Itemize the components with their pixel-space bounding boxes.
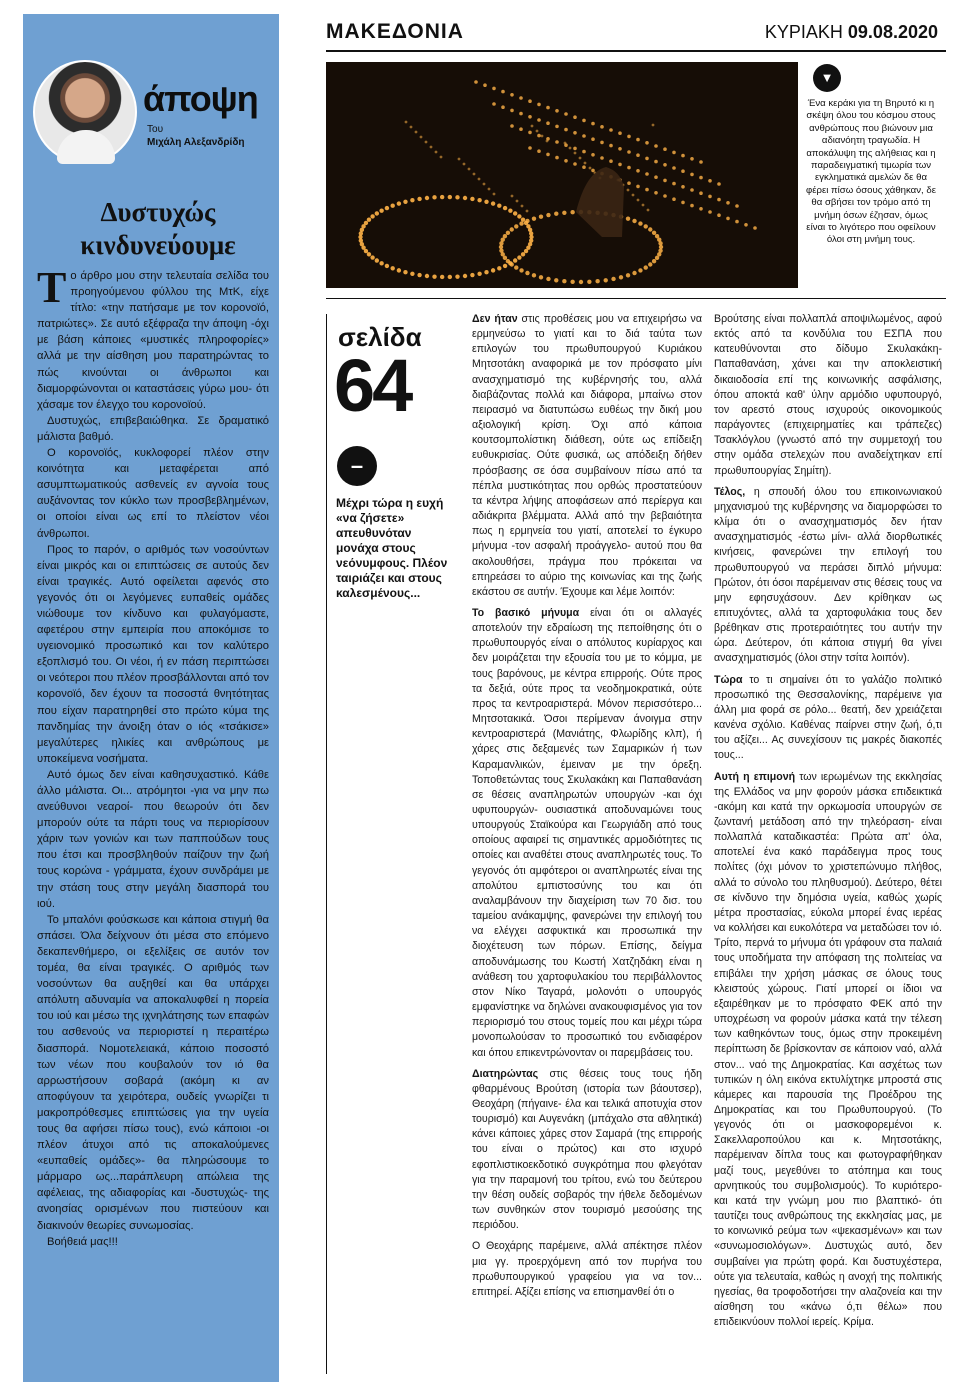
candle-light [458, 158, 461, 161]
candle-light [536, 130, 539, 133]
opinion-paragraph: Αυτό όμως δεν είναι καθησυχαστικό. Κάθε άλλο μάλιστα. Οι... ατρόμητοι -για να μην πω ανεύθυνοι νεαροί- που θεωρούν ότι δεν μπορούν ούτε τα πάρτι τους να περιορίσουν χάριν των γονιών και των παππούδων τους που έτσι και προσβληθούν παίζουν την ζωή τους κορώνα - γράμματα, έχουν συνδράμει με την στάση τους στην μεγάλη διασπορά του ιού. [37, 768, 269, 910]
article-paragraph: Αυτή η επιμονή των ιερωμένων της εκκλησίας της Ελλάδος να μην φορούν μάσκα επιδεικτικά -ακόμη και κατά την ορκωμοσία υπουργών σε ζωντανή μετάδοση από την τηλεόραση- είναι πολλαπλά καταδικαστέα: Πρώτα απ' όλα, αποτελεί ένα κακό παράδειγμα προς τους πολίτες (όχι μόνον το χριστεπώνυμο πλήθος, αλλά το σύνολο του πληθυσμού). Δεύτερο, θέτει σε κίνδυνο την δημόσια υγεία, καθώς χωρίς μέτρα προστασίας, εύκολα μπορεί ένας ιερέας να κολλήσει και ευκολότερα να μεταδώσει τον ιό. Τρίτο, περνά το μήνυμα ότι γράφουν στα παλαιά τους υποδήματα την απόφαση της πολιτείας να επιβάλει την χρήση μάσκας σε όλους τους κλειστούς χώρους. Γιατί μπορεί οι ίδιοι να εξαιρέθηκαν με το πρόσφατο ΦΕΚ από την υποχρέωση να φορούν μάσκα κατά την τέλεση των καθηκόντων τους, όμως στην προκειμένη περίπτωση δε βρίσκονταν σε κάποιον ναό, αλλά στον... ναό της Δημοκρατίας. Και ασχέτως των τυπικών η όλη εικόνα εκτυλίχτηκε μπροστά στις κάμερες και παρουσία της Προέδρου της Δημοκρατίας και του Πρωθυπουργού. (Το γεγονός ότι οι μασκοφορεμένοι κ. Σακελλαροπούλου και κ. Μητσοτάκης, παρέμειναν δίπλα τους και φωτογραφήθηκαν μαζί τους, μεγεθύνει το ατόπημα και τους αρνητικούς του συμβολισμούς). Το κυριότερο- και κατά την γνώμη μου πιο βλαπτικό- ότι ταυτίζει τους ανθρώπους της εκκλησίας μας, με το κοινωνικό ρεύμα των «ψεκασμένων» και των «συνωμοσιολόγων». Δυστυχώς αυτό, δεν συμβαίνει για πρώτη φορά. Και δυστυχέστερα, ούτε για τελευταία, καθώς η ανοχή της πολιτικής ηγεσίας, θα τροφοδοτήσει την αλαζονεία και την αίσθηση του «κάνω ό,τι θέλω» που επιδεικνύουν πολλοί ιερείς. Κρίμα. [714, 770, 942, 1329]
candle-light [510, 109, 514, 113]
candle-light [726, 201, 730, 205]
candle-light [510, 262, 514, 266]
candle-light [573, 131, 577, 135]
candle-light [609, 144, 613, 148]
candle-light [478, 178, 481, 181]
candle-light [488, 188, 491, 191]
candle-light [654, 191, 658, 195]
candle-light [403, 270, 407, 274]
candle-light [531, 125, 534, 128]
candle-light [681, 154, 685, 158]
candle-light [564, 142, 567, 145]
candle-light [537, 134, 541, 138]
candle-light [611, 277, 615, 281]
candle-light [699, 207, 703, 211]
candle-light [497, 204, 501, 208]
candle-light [582, 150, 586, 154]
candle-light [390, 204, 394, 208]
candle-light [463, 274, 467, 278]
candle-light [626, 216, 630, 220]
candle-light [636, 169, 640, 173]
candle-light [644, 265, 648, 269]
candle-light [477, 198, 481, 202]
candle-light [644, 224, 648, 228]
candle-light [506, 231, 510, 235]
candle-light [405, 121, 408, 124]
candle-light [529, 231, 533, 235]
candle-light [632, 219, 636, 223]
issue-date [700, 22, 938, 43]
candle-light [455, 195, 459, 199]
opinion-column [23, 14, 279, 1382]
candle-light [672, 166, 676, 170]
candle-light [528, 131, 532, 135]
candle-light [645, 188, 649, 192]
candle-light [663, 194, 667, 198]
candle-light [510, 93, 514, 97]
candle-light [537, 118, 541, 122]
candle-light [654, 160, 658, 164]
candle-light [425, 196, 429, 200]
candle-light [492, 102, 496, 106]
drop-cap: Τ [37, 263, 67, 312]
article-paragraph: Το βασικό μήνυμα είναι ότι οι αλλαγές αποτελούν την εδραίωση της πεποίθησης ότι ο πρωθυπουργός είναι ο απόλυτος κυρίαρχος και δεν μοιράζεται την εξουσία του με το κόμμα, με τους βαρόνους, με κέντρα επιρροής. Ούτε προς τα δεξιά, ούτε προς τα νεοδημοκρατικά, ούτε προς τα κεντροαριστερά. Μόνον περισσότερο... Μητσοτακικά. Όσοι περίμεναν άνοιγμα στην κεντροαριστερά (Μανιάτης, Φλωρίδης κλπ), ή χάρες στις δεξαμενές των Σαμαρικών ή των Καραμανλικών, έμειναν με την όρεξη. Τοποθετώντας τους Σκυλακάκη και Παπαθανάση σε θέσεις αναπληρωτών υπουργών -και όχι υφυπουργών- ουσιαστικά αποδυναμώνει τους υπουργούς Σταϊκούρα και Γεωργιάδη από τους οποίους αφαιρεί τις σημαντικές αρμοδιότητες τις οποίες και αναθέτει στους αναπληρωτές τους. Το γεγονός ότι αμφότεροι οι αναπληρωτές είναι της απολύτου εμπιστοσύνης του και ότι αναλαμβάνουν την διαχείριση των 70 δισ. του ταμείου ανάκαμψης, φανερώνει την επιλογή του να ελέγχει ασφυκτικά και προσωπικά την διοχέτευση των πόρων. Επίσης, δείγμα αποδυνάμωσης του Κωστή Χατζηδάκη είναι η ανάθεση του χαρτοφυλακίου του περιβάλλοντος στον Νίκο Ταγαρά, μολονότι ο υπουργός εμφανίστηκε να δηλώνει ανακουφισμένος για τον περιορισμό του στους τομείς που και μέχρι τώρα μονοπωλούσαν το προσωπικό του ενδιαφέρον και όπου επικεντρώνονταν οι παρεμβάσεις του. [472, 606, 702, 1059]
candle-light [690, 157, 694, 161]
candle-light [627, 181, 631, 185]
candle-light [600, 125, 604, 129]
candle-light [539, 275, 543, 279]
candle-light [519, 127, 523, 131]
candle-light [645, 172, 649, 176]
candle-light [555, 109, 559, 113]
candle-light [417, 197, 421, 201]
article-column-2 [714, 312, 942, 1336]
candle-light [367, 217, 371, 221]
candle-light [564, 159, 568, 163]
candle-light [591, 169, 595, 173]
candle-light [375, 211, 379, 215]
candle-light [632, 194, 635, 197]
candle-light [379, 208, 383, 212]
candle-light [582, 119, 586, 123]
candle-light [546, 140, 549, 143]
candle-light [564, 128, 568, 132]
candle-light [517, 214, 521, 218]
candle-light [440, 195, 444, 199]
article-paragraph: Τέλος, η σπουδή όλου του επικοινωνιακού μηχανισμού της κυβέρνησης να διαμορφώσει το κλίμα ότι ο ανασχηματισμός δεν ήταν ανασχηματισμός -έστω μίνι- αλλά διορθωτικές κινήσεις, φανερώνει την επιλογή του πρωθυπουργού να περάσει διπλό μήνυμα: Πρώτον, ότι όσοι παρέμειναν στις θέσεις τους να μην εφησυχάσουν. Δεν κρίθηκαν ως επιτυχόντες, αλλά τα χαρτοφυλάκια τους δεν βρέθηκαν στις προτεραιότητες του αυτήν την ώρα. Δεύτερον, ότι κάποια στιγμή θα γίνει ανασχηματισμός (όλοι στην τσίτα λοιπόν). [714, 485, 942, 665]
candle-light [555, 156, 559, 160]
candle-light [647, 209, 650, 212]
header-rule [326, 50, 946, 52]
candle-light [595, 279, 599, 283]
candle-light [648, 227, 652, 231]
candle-light [632, 271, 636, 275]
candle-light [690, 173, 694, 177]
candle-light [638, 268, 642, 272]
candle-light [681, 185, 685, 189]
candle-light [432, 195, 436, 199]
candle-light [440, 275, 444, 279]
candle-light [532, 273, 536, 277]
candle-light [519, 221, 523, 225]
candle-light [410, 126, 413, 129]
candle-light [410, 198, 414, 202]
candle-light [636, 153, 640, 157]
candle-light [484, 200, 488, 204]
candle-light [589, 167, 592, 170]
candle-light [636, 138, 640, 142]
candle-light [385, 206, 389, 210]
candle-light [627, 135, 631, 139]
candle-light [562, 211, 566, 215]
candle-light [562, 279, 566, 283]
candle-light [672, 182, 676, 186]
opinion-body [37, 263, 269, 1250]
candle-light [510, 227, 514, 231]
candle-light [655, 256, 659, 260]
candle-light [397, 201, 401, 205]
candle-light [708, 179, 712, 183]
candle-light [506, 259, 510, 263]
candle-light [717, 198, 721, 202]
candle-light [546, 106, 550, 110]
candle-light [493, 193, 496, 196]
candle-light [483, 183, 486, 186]
candle-light [604, 278, 608, 282]
candle-light [526, 210, 529, 213]
candle-light [463, 163, 466, 166]
candle-light [564, 112, 568, 116]
candle-light [654, 175, 658, 179]
candle-light [546, 213, 550, 217]
issue-date-value: 09.08.2020 [847, 22, 938, 42]
candle-light [491, 201, 495, 205]
candle-light [708, 210, 712, 214]
candle-light [587, 280, 591, 284]
candle-light [417, 273, 421, 277]
candle-light [425, 274, 429, 278]
section-name: ΜΑΚΕΔΟΝΙΑ [326, 20, 464, 43]
candle-light [627, 189, 630, 192]
candle-light [425, 141, 428, 144]
candle-light [663, 179, 667, 183]
candle-light [726, 217, 730, 221]
candle-light [435, 151, 438, 154]
candle-light [501, 105, 505, 109]
candle-light [609, 159, 613, 163]
candle-light [375, 258, 379, 262]
author-prefix: Του [147, 124, 164, 135]
photo-rule [326, 298, 946, 299]
candle-light [717, 213, 721, 217]
candle-light [663, 147, 667, 151]
candle-light [508, 208, 512, 212]
candle-light [492, 87, 496, 91]
article-paragraph: Ο Θεοχάρης παρέμεινε, αλλά απέκτησε πλέον μια γγ. προερχόμενη από τον πυρήνα του πρωθυπουργικού γραφείου για να τον... επιτηρεί. Αξίζει επίσης να επισημανθεί ότι ο [472, 1240, 702, 1298]
opinion-paragraph: Το άρθρο μου στην τελευταία σελίδα του προηγούμενου φύλλου της ΜτΚ, είχε τίτλο: «την πατήσαμε με τον κορονοϊό, πατριώτες». Σε αυτό εξέφραζα την άποψη -όχι με βάση κάποιες «μυστικές πληροφορίες» αλλά με την αίσθηση μου παρατηρώντας το πώς κινούνται οι άνθρωποι και διαμορφώνονται οι καταστάσεις γύρω μου- ότι χάσαμε τον έλεγχο του κορονοϊού. [37, 263, 269, 411]
candle-light [511, 195, 514, 198]
candle-light [600, 141, 604, 145]
candle-light [403, 200, 407, 204]
candle-light [554, 212, 558, 216]
candle-light [554, 278, 558, 282]
candle-light [528, 115, 532, 119]
candle-light [470, 197, 474, 201]
candle-light [513, 211, 517, 215]
candle-light [699, 160, 703, 164]
candle-light [555, 140, 559, 144]
candle-light [600, 156, 604, 160]
candle-light [681, 201, 685, 205]
candle-light [648, 262, 652, 266]
candle-light [455, 274, 459, 278]
candles-photo [326, 62, 798, 288]
down-triangle-icon: ▼ [813, 64, 841, 92]
candle-light [503, 206, 507, 210]
candle-light [524, 249, 528, 253]
promo-text: Μέχρι τώρα η ευχή «να ζήσετε» απευθυνόταν μονάχα στους νεόνυμφους. Πλέον ταιριάζει και στους καλεσμένους... [336, 496, 448, 600]
candle-light [510, 124, 514, 128]
candle-light [569, 147, 572, 150]
candle-light [367, 252, 371, 256]
candle-light [385, 264, 389, 268]
candle-light [681, 169, 685, 173]
candle-light [470, 273, 474, 277]
opinion-title: Δυστυχώς κινδυνεύουμε [80, 197, 236, 260]
candle-light [645, 157, 649, 161]
candle-light [573, 115, 577, 119]
candle-light [525, 271, 529, 275]
candle-light [468, 168, 471, 171]
kneeling-person [576, 167, 624, 237]
candle-light [690, 188, 694, 192]
candle-light [528, 146, 532, 150]
candle-light [364, 221, 368, 225]
opinion-paragraph: Δυστυχώς, επιβεβαιώθηκα. Σε δραματικό μάλιστα βαθμό. [37, 414, 269, 443]
candle-light [463, 196, 467, 200]
candle-light [699, 191, 703, 195]
article-paragraph: Δεν ήταν στις προθέσεις μου να επιχειρήσω να ερμηνεύσω το γιατί και το διά ταύτα των επιλογών του πρωθυπουργού Κυριάκου Μητσοτάκη αναφορικά με τον πρόσφατο μίνι ανασχηματισμό της κυβέρνησής του, αλλά διαβάζοντας πολλά και διάφορα, μπαίνω στον πειρασμό να διατυπώσω ευθέως την δική μου αξιολογική κρίση. Όχι από κάποια κουτσομπολίστικη διάθεση, ούτε ως επίδειξη ευθυκρισίας. Ούτε φυσικά, ως απόδειξη δήθεν πρόσβασης σε όσα συμβαίνουν πίσω από τα πέπλα μυστικότητας που ορθώς προστατεύουν τα κέντρα λήψης αποφάσεων από περίεργα και αδιάκριτα βλέμματα. Αλλά από την βεβαιότητα πως η ερμηνεία του γιατί, αποτελεί το έγκυρο μήνυμα -τον ασφαλή προάγγελο- αυτού που θα ακολουθήσει, πράγμα που πρόκειται να επηρεάσει το αύριο της κοινωνίας και της ζωής εκάστου σε αυτήν. Έχουμε και λέμε λοιπόν: [472, 313, 702, 598]
candle-light [663, 163, 667, 167]
photo-caption: Ένα κεράκι για τη Βηρυτό κι η σκέψη όλου του κόσμου στους ανθρώπους που βιώνουν μια αδιανόητη τραγωδία. Η αποκάλυψη της αλήθειας και η παραδειγματική τιμωρία των εγκληματικά αμελών δε θα φέρει πίσω όσους χάθηκαν, δε θα σβήσει τον τρόμο από τη μνήμη όσων έζησαν, όμως είναι το λιγότερο που οφείλουν όλοι στη μνήμη τους. [806, 98, 936, 246]
opinion-label: άποψη [143, 78, 258, 119]
candle-light [753, 226, 757, 230]
candle-light [517, 255, 521, 259]
candle-light [672, 197, 676, 201]
candle-light [638, 221, 642, 225]
candle-light [420, 136, 423, 139]
article-column-1 [472, 312, 702, 1306]
candle-light [528, 99, 532, 103]
candle-light [503, 234, 507, 238]
candle-light [627, 166, 631, 170]
candle-light [546, 153, 550, 157]
candle-light [618, 163, 622, 167]
candle-light [618, 131, 622, 135]
candle-light [448, 195, 452, 199]
candle-light [537, 149, 541, 153]
candle-light [514, 265, 518, 269]
candle-light [672, 151, 676, 155]
candle-light [497, 266, 501, 270]
candle-light [519, 96, 523, 100]
candle-light [652, 124, 655, 127]
candle-light [717, 182, 721, 186]
candle-light [645, 141, 649, 145]
candle-light [473, 173, 476, 176]
candle-light [501, 90, 505, 94]
candle-light [519, 112, 523, 116]
candle-light [474, 80, 478, 84]
candle-light [546, 121, 550, 125]
candle-light [397, 268, 401, 272]
candle-light [546, 277, 550, 281]
candle-light [735, 220, 739, 224]
candle-light [532, 216, 536, 220]
candle-light [636, 185, 640, 189]
candle-light [555, 125, 559, 129]
candle-light [573, 162, 577, 166]
candle-light [432, 274, 436, 278]
article-paragraph: Διατηρώντας στις θέσεις τους τους ήδη φθαρμένους Βρούτση (ιστορία των βάουτσερ), Θεοχάρη (πήγαινε- έλα και τελικά αποτυχία στον τουρισμό) και Αυγενάκη (μπάχαλο στα αθλητικά) κάνει κάποιες χάρες στον Σαμαρά (της επιρροής του είναι ο πρώτος) και στο ισχυρό εφοπλιστικοεκδοτικό συγκρότημα που φλεγόταν για την παραμονή του τρίτου, ενώ του δεύτερου την θέση ουδείς σοβαρός την ήθελε δεδομένων των συνθηκών στον τουρισμό μεσούσης της περιόδου. [472, 1067, 702, 1232]
candle-light [582, 134, 586, 138]
candle-light [652, 259, 656, 263]
candle-light [744, 223, 748, 227]
candle-light [541, 135, 544, 138]
candle-light [627, 150, 631, 154]
candle-light [626, 273, 630, 277]
candle-light [654, 144, 658, 148]
promo-page-number: 64 [334, 344, 411, 427]
candle-light [410, 272, 414, 276]
candle-light [735, 204, 739, 208]
candle-light [619, 275, 623, 279]
candle-light [516, 200, 519, 203]
candle-light [477, 272, 481, 276]
candle-light [484, 270, 488, 274]
candle-light [591, 137, 595, 141]
column-rule [326, 314, 327, 1374]
candle-light [390, 266, 394, 270]
candle-light [415, 131, 418, 134]
opinion-paragraph: Βοήθειά μας!!! [47, 1235, 118, 1248]
candle-light [584, 162, 587, 165]
issue-day: ΚΥΡΙΑΚΗ [764, 22, 843, 42]
candle-light [519, 268, 523, 272]
minus-icon: – [337, 446, 377, 486]
candle-light [521, 252, 525, 256]
candle-light [537, 103, 541, 107]
candle-light [448, 275, 452, 279]
candle-light [521, 217, 525, 221]
candle-light [579, 280, 583, 284]
candle-light [708, 195, 712, 199]
candle-light [379, 261, 383, 265]
article-paragraph: Τώρα το τι σημαίνει ότι το γαλάζιο πολιτικό προσωπικό της Θεσσαλονίκης, παρέμεινε για άλλη μια φορά σε ρόλο... θεατή, δεν χρειάζεται κανένα σχόλιο. Καθένας παίρνει στην ζωή, ό,τι του αξίζει... Ας συνεχίσουν τις μακρές διακοπές τους... [714, 673, 942, 762]
candle-light [642, 204, 645, 207]
candle-light [430, 146, 433, 149]
candle-light [525, 219, 529, 223]
candle-light [637, 199, 640, 202]
candle-light [582, 165, 586, 169]
candle-light [514, 224, 518, 228]
candle-light [573, 147, 577, 151]
candle-light [591, 153, 595, 157]
candles-photo-art [326, 62, 798, 288]
candle-light [690, 204, 694, 208]
candle-light [521, 205, 524, 208]
candle-light [513, 258, 517, 262]
candle-light [658, 241, 662, 245]
opinion-paragraph: Το μπαλόνι φούσκωσε και κάποια στιγμή θα σπάσει. Όλα δείχνουν ότι μέσα στο επόμενο δεκαπενθήμερο, οι εξελίξεις σε αυτόν τον τομέα, θα είναι τραγικές. Ο αριθμός των νοσούντων θα αυξηθεί και θα υπάρχει απόλυτη αδυναμία να αποκαλυφθεί η πορεία του ιού και μέσω της ιχνηλάτησης των επαφών του ασθενούς να περιοριστεί η περαιτέρω διασπορά. Νομοτελειακά, κάποιο ποσοστό των νέων που κουβαλούν τον ιό θα αρρωστήσουν σοβαρά (ακόμη κι αν αποφύγουν τα χειρότερα, ουδείς γνωρίζει τι μακροπρόθεσμες επιπτώσεις για την υγεία τους θα αφήσει πίσω τους), ενώ κάποιοι -οι πλέον άτυχοι από τις αποκαλούμενες «ευπαθείς ομάδες»- θα πληρώσουμε το μάρμαρο ως...παράπλευρη απώλεια της αφέλειας, της αδιαφορίας και -δυστυχώς- της ανοησίας ορισμένων που πιστεύουν και διακινούν θεωρίες συνωμοσίας. [37, 913, 269, 1232]
candle-light [618, 147, 622, 151]
candle-light [652, 231, 656, 235]
candle-light [570, 280, 574, 284]
candle-light [483, 83, 487, 87]
candle-light [491, 268, 495, 272]
candle-light [370, 255, 374, 259]
author-name: Μιχάλη Αλεξανδρίδη [147, 137, 245, 148]
candle-light [503, 264, 507, 268]
opinion-paragraph: Ο κορονοϊός, κυκλοφορεί πλέον στην κοινότητα και μεταφέρεται από ασυμπτωματικούς ασθενείς εν αγνοία τους αυξάνοντας τον κύκλο των προσβεβλημένων, οι οποίοι είναι ως επί το πλείστον νέοι άνθρωποι. [37, 447, 269, 540]
candle-light [591, 122, 595, 126]
opinion-paragraph: Προς το παρόν, ο αριθμός των νοσούντων είναι μικρός και οι επιπτώσεις σε αυτούς δεν είναι τραγικές. Αυτό οφείλεται αφενός στο γεγονός ότι οι λεγόμενες ευπαθείς ομάδες νιώθουμε τον κίνδυνο και φυλαγόμαστε, αφετέρου στην εμπειρία που αποκόμισε το υγειονομικό προσωπικό και τον καλύτερο εξοπλισμό του. Οι νέοι, ή εν πάση περιπτώσει οι νεότεροι που πλέον προσβάλλονται από τον κορονοϊό, δεν έχουν τα ποσοστά θνητότητας που είχαν παρατηρηθεί στο πρώτο κύμα της πανδημίας την άνοιξη όταν ο ιός «τσάκισε» μεγαλύτερες ηλικίες και ανθρώπους με υποκείμενα νοσήματα. [37, 543, 269, 765]
candle-light [579, 157, 582, 160]
candle-light [370, 214, 374, 218]
author-avatar [33, 60, 137, 164]
candle-light [570, 210, 574, 214]
candle-light [699, 176, 703, 180]
promo-page-word: σελίδα [338, 322, 422, 352]
candle-light [574, 152, 577, 155]
article-paragraph: Βρούτσης είναι πολλαπλά αποψιλωμένος, αφού εκτός από τα κονδύλια του ΕΣΠΑ που κατευθύνονται στο δίδυμο Σκυλακάκη-Παπαθανάση, χάνει και την αποκλειστική δικαιοδοσία επί της κοινωνικής ασφάλισης, όπου αποκτά καθ' ύλην αρμόδιο υφυπουργό, τον αρεστό στους ισχυρούς οικονομικούς παράγοντες (επιχειρηματίες και τράπεζες) Τσακλόγλου (γνωστό από την συμμετοχή του στην ομάδα στελεχών που αναδείχτηκαν επί πρωθυπουργίας Σημίτη). [714, 313, 942, 477]
candle-light [539, 214, 543, 218]
candle-light [609, 128, 613, 132]
candle-light [440, 156, 443, 159]
